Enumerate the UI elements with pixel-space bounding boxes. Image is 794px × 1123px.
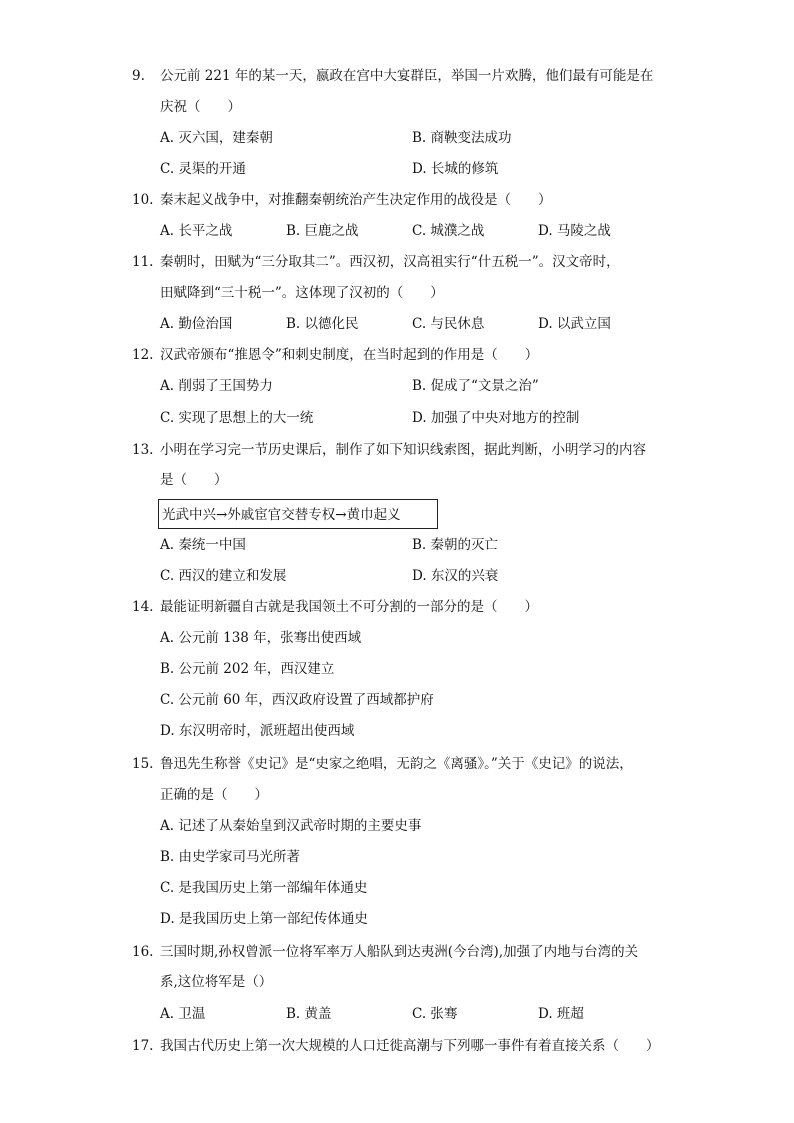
option-a: A. 勤俭治国 (160, 316, 233, 332)
question-stem-line: 庆祝（ ） (160, 99, 241, 115)
option-c: C. 西汉的建立和发展 (160, 568, 287, 584)
question-number: 9. (132, 68, 145, 84)
question-number: 10. (132, 192, 154, 208)
option-a: A. 秦统一中国 (160, 537, 246, 553)
option-d: D. 加强了中央对地方的控制 (412, 410, 580, 426)
option-c: C. 灵渠的开通 (160, 161, 246, 177)
question-number: 12. (132, 347, 154, 363)
option-c: C. 张骞 (412, 1006, 458, 1022)
option-b: B. 以德化民 (286, 316, 359, 332)
option-d: D. 长城的修筑 (412, 161, 499, 177)
question-stem-line: 田赋降到“三十税一”。这体现了汉初的（ ） (160, 285, 444, 301)
option-b: B. 公元前 202 年，西汉建立 (160, 661, 335, 677)
option-a: A. 灭六国，建秦朝 (160, 130, 273, 146)
option-a: A. 卫温 (160, 1006, 206, 1022)
option-a: A. 削弱了王国势力 (160, 378, 273, 394)
question-number: 11. (132, 254, 154, 270)
option-a: A. 长平之战 (160, 223, 233, 239)
question-stem-line: 我国古代历史上第一次大规模的人口迁徙高潮与下列哪一事件有着直接关系（ ） (160, 1038, 660, 1054)
option-c: C. 城濮之战 (412, 223, 485, 239)
question-stem-line: 汉武帝颁布“推恩令”和刺史制度，在当时起到的作用是（ ） (160, 347, 539, 363)
question-stem-line: 小明在学习完一节历史课后，制作了如下知识线索图，据此判断，小明学习的内容 (160, 442, 646, 458)
option-d: D. 马陵之战 (538, 223, 611, 239)
option-c: C. 与民休息 (412, 316, 485, 332)
option-b: B. 秦朝的灭亡 (412, 537, 499, 553)
question-number: 17. (132, 1038, 154, 1054)
option-a: A. 公元前 138 年，张骞出使西域 (160, 630, 362, 646)
option-d: D. 是我国历史上第一部纪传体通史 (160, 911, 368, 927)
question-stem-line: 是（ ） (160, 472, 228, 488)
question-stem-line: 正确的是（ ） (160, 787, 268, 803)
question-stem-line: 秦朝时，田赋为“三分取其二”。西汉初，汉高祖实行“什五税一”。汉文帝时， (160, 254, 620, 270)
question-stem-line: 鲁迅先生称誉《史记》是“史家之绝唱，无韵之《离骚》。”关于《史记》的说法， (160, 756, 633, 772)
option-c: C. 是我国历史上第一部编年体通史 (160, 880, 368, 896)
option-d: D. 以武立国 (538, 316, 611, 332)
question-stem-line: 公元前 221 年的某一天，嬴政在宫中大宴群臣，举国一片欢腾，他们最有可能是在 (160, 68, 654, 84)
option-c: C. 实现了思想上的大一统 (160, 410, 314, 426)
question-number: 15. (132, 756, 154, 772)
option-b: B. 促成了“文景之治” (412, 378, 539, 394)
option-c: C. 公元前 60 年，西汉政府设置了西域都护府 (160, 692, 434, 708)
option-d: D. 东汉明帝时，派班超出使西域 (160, 723, 355, 739)
option-d: D. 东汉的兴衰 (412, 568, 499, 584)
option-a: A. 记述了从秦始皇到汉武帝时期的主要史事 (160, 818, 422, 834)
knowledge-timeline-text: 光武中兴→外戚宦官交替专权→黄巾起义 (162, 507, 401, 523)
option-b: B. 商鞅变法成功 (412, 130, 512, 146)
option-d: D. 班超 (538, 1006, 584, 1022)
option-b: B. 由史学家司马光所著 (160, 849, 301, 865)
question-number: 14. (132, 599, 154, 615)
option-b: B. 巨鹿之战 (286, 223, 359, 239)
question-number: 13. (132, 442, 154, 458)
knowledge-timeline-box (158, 499, 438, 529)
question-stem-line: 秦末起义战争中，对推翻秦朝统治产生决定作用的战役是（ ） (160, 192, 552, 208)
question-stem-line: 最能证明新疆自古就是我国领土不可分割的一部分的是（ ） (160, 599, 538, 615)
question-stem-line: 三国时期,孙权曾派一位将军率万人船队到达夷洲(今台湾),加强了内地与台湾的关 (160, 944, 639, 960)
option-b: B. 黄盖 (286, 1006, 332, 1022)
question-number: 16. (132, 944, 154, 960)
question-stem-line: 系,这位将军是（） (160, 974, 273, 990)
